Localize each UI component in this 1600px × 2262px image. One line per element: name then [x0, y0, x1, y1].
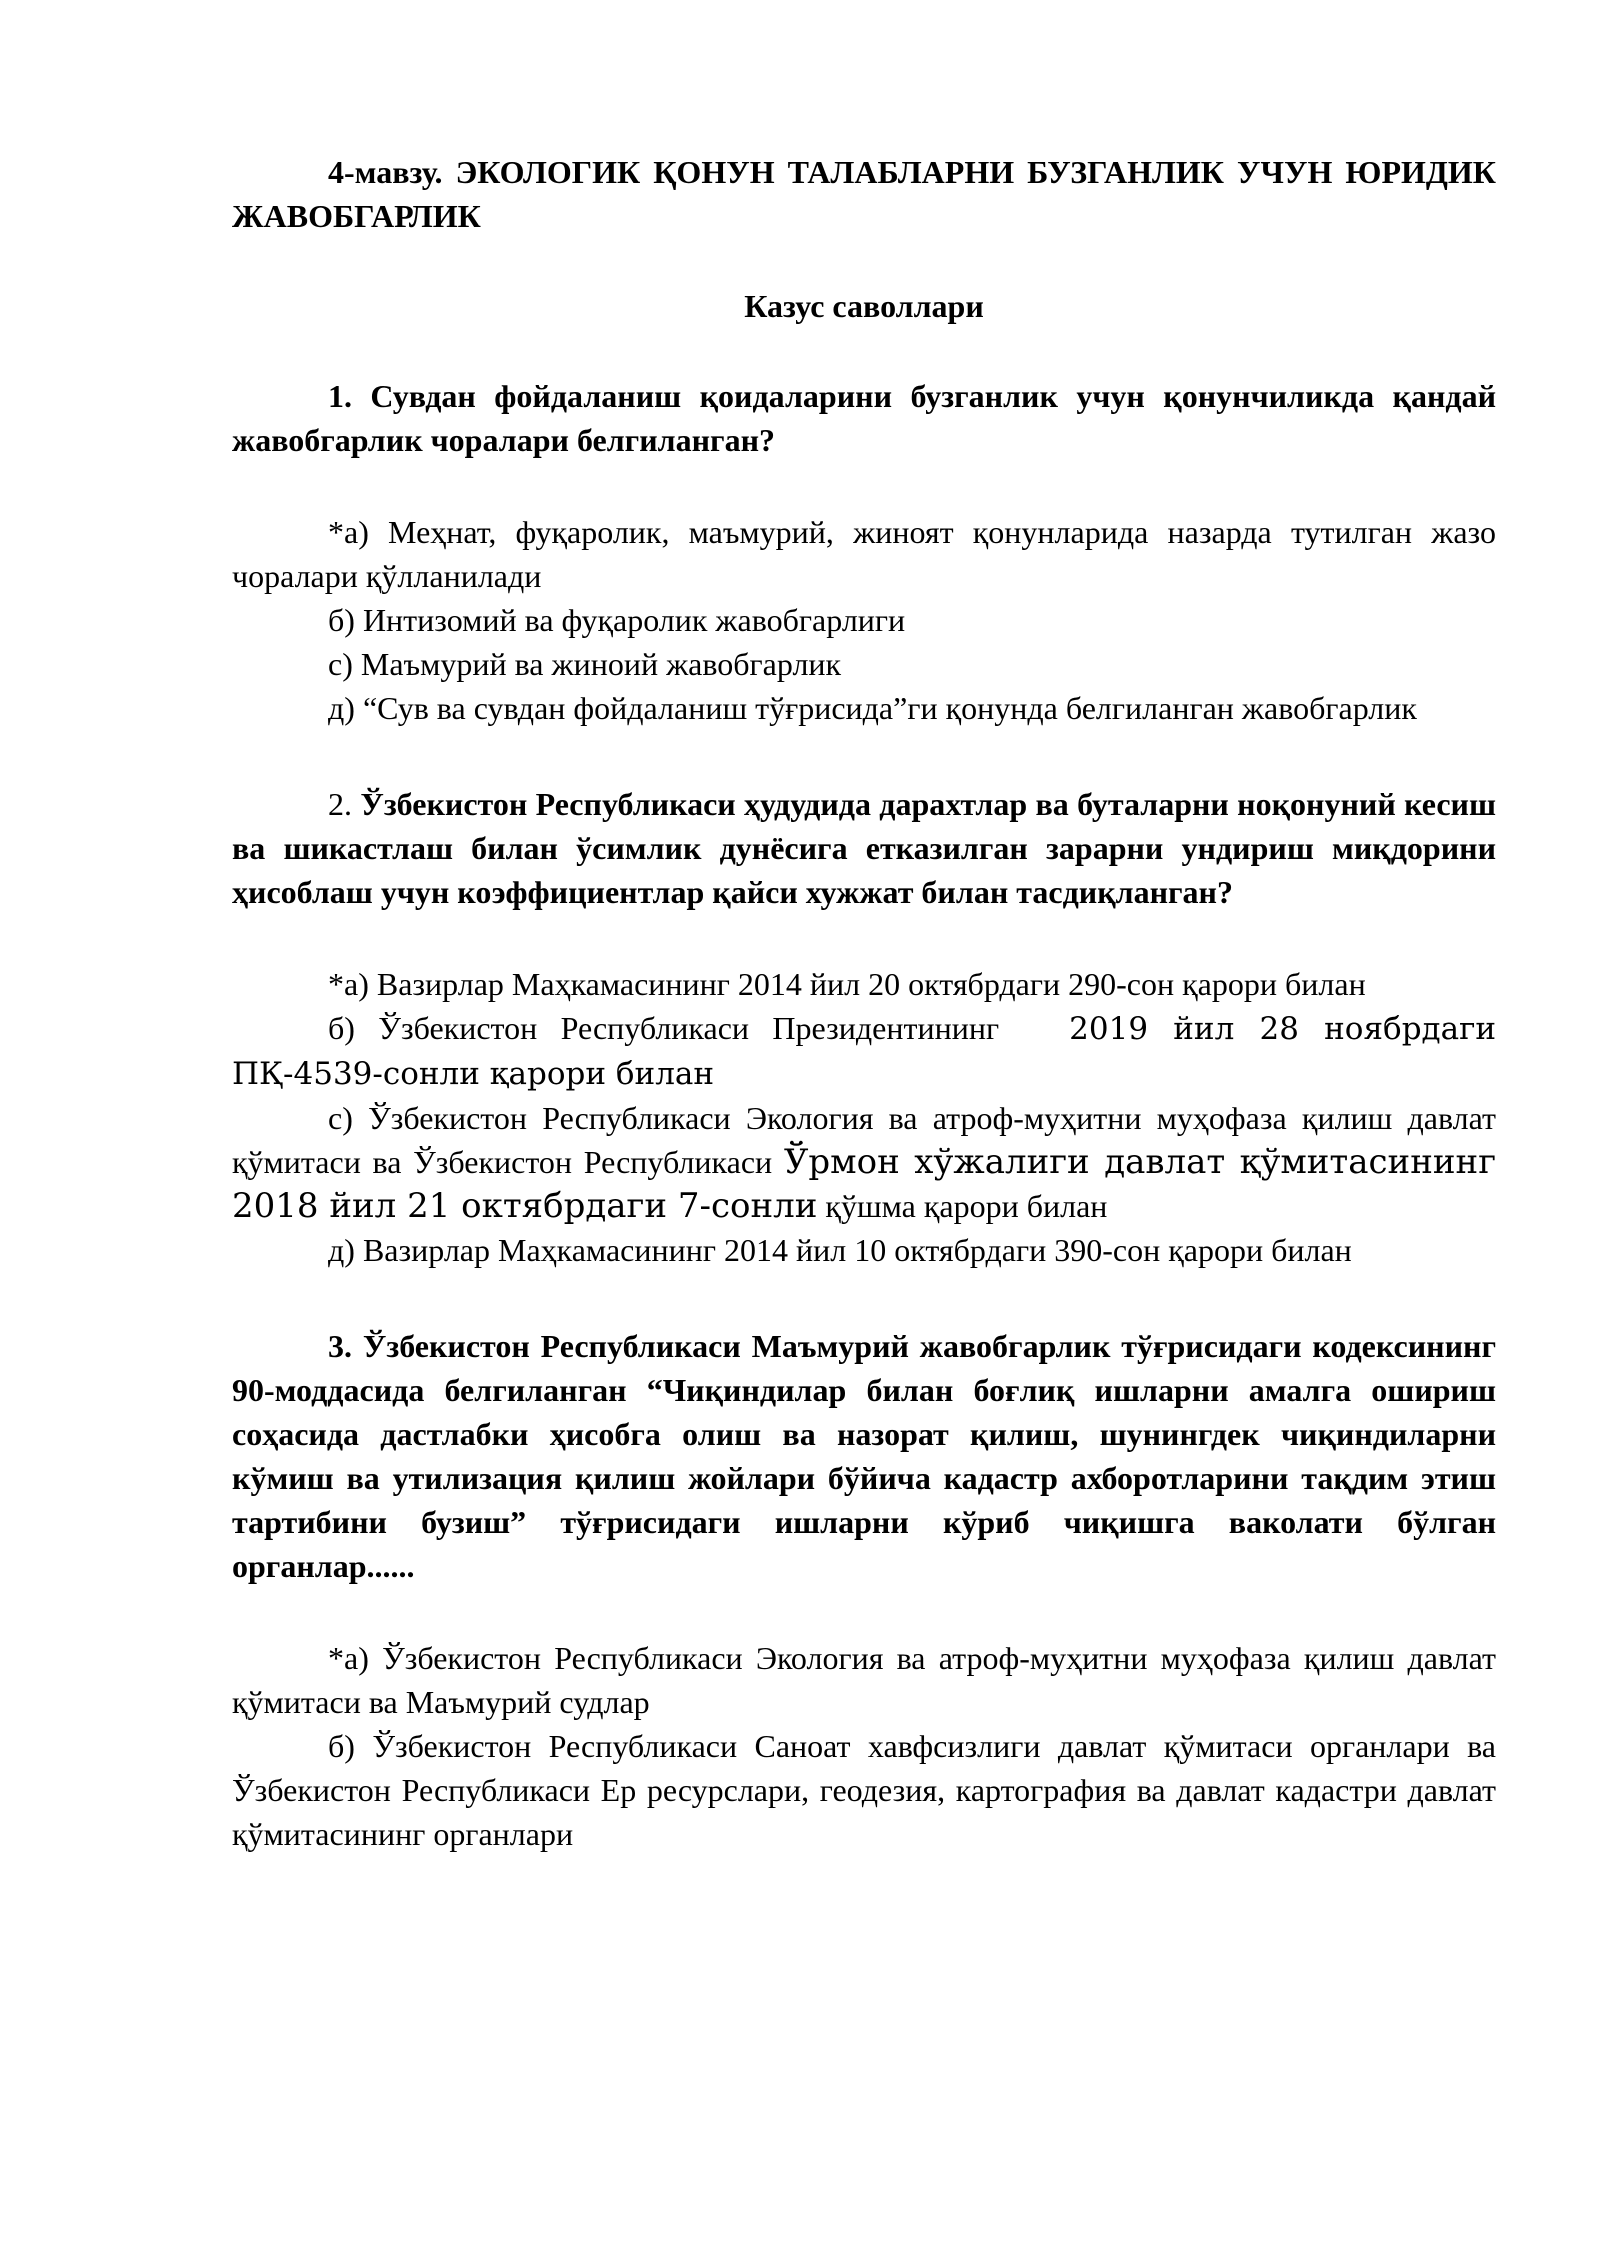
question-2 — [232, 782, 1496, 914]
q1-option-a: *а) Меҳнат, фуқаролик, маъмурий, жиноят қонунларида назарда тутилган жазо чоралари қўлланилади — [232, 514, 1496, 594]
q1-option-c: с) Маъмурий ва жиноий жавобгарлик — [328, 646, 842, 682]
q2-option-c — [232, 1096, 1496, 1228]
q2-option-c-part3: қўшма қарори билан — [825, 1188, 1108, 1224]
q2-option-b — [232, 1006, 1496, 1096]
q3-option-a: *а) Ўзбекистон Республикаси Экология ва атроф-муҳитни муҳофаза қилиш давлат қўмитаси ва Маъмурий судлар — [232, 1640, 1496, 1720]
question-3: 3. Ўзбекистон Республикаси Маъмурий жавобгарлик тўғрисидаги кодексининг 90-моддасида белгиланган “Чиқиндилар билан боғлиқ ишларни амалга ошириш соҳасида дастлабки ҳисобга олиш ва назорат қилиш, шунингдек чиқиндиларни кўмиш ва утилизация қилиш жойлари бўйича кадастр ахборотларини тақдим этиш тартибини бузиш” тўғрисидаги ишларни кўриб чиқишга ваколати бўлган органлар...... — [232, 1328, 1496, 1584]
document-page — [232, 150, 1496, 1856]
q2-option-c-part2: Ўрмон хўжалиги давлат қўмитасининг 2018 йил 21 октябрдаги 7-сонли — [232, 1142, 1497, 1226]
question-1: 1. Сувдан фойдаланиш қоидаларини бузганлик учун қонунчиликда қандай жавобгарлик чоралари белгиланган? — [232, 378, 1496, 458]
question-2-number: 2. — [328, 786, 352, 822]
q3-option-b: б) Ўзбекистон Республикаси Саноат хавфсизлиги давлат қўмитаси органлари ва Ўзбекистон Республикаси Ер ресурслари, геодезия, картография ва давлат кадастри давлат қўмитасининг органлари — [232, 1728, 1496, 1852]
q2-option-b-part1: б) Ўзбекистон Республикаси Президентининг — [328, 1010, 1000, 1046]
topic-title: 4-мавзу. ЭКОЛОГИК ҚОНУН ТАЛАБЛАРНИ БУЗГАНЛИК УЧУН ЮРИДИК ЖАВОБГАРЛИК — [232, 154, 1496, 234]
question-2-text: Ўзбекистон Республикаси ҳудудида дарахтлар ва буталарни ноқонуний кесиш ва шикастлаш билан ўсимлик дунёсига етказилган зарарни ундириш миқдорини ҳисоблаш учун коэффициентлар қайси хужжат билан тасдиқланган? — [232, 786, 1497, 910]
section-subtitle: Казус саволлари — [744, 288, 984, 324]
q2-option-c-part1: с) Ўзбекистон Республикаси Экология ва атроф-муҳитни муҳофаза қилиш давлат қўмитаси ва Ўзбекистон Республикаси — [232, 1100, 1496, 1180]
q1-option-b: б) Интизомий ва фуқаролик жавобгарлиги — [328, 602, 906, 638]
q2-option-a: *а) Вазирлар Маҳкамасининг 2014 йил 20 октябрдаги 290-сон қарори билан — [328, 966, 1366, 1002]
q2-option-d: д) Вазирлар Маҳкамасининг 2014 йил 10 октябрдаги 390-сон қарори билан — [328, 1232, 1352, 1268]
q2-option-b-part2: 2019 йил 28 ноябрдаги ПҚ-4539-сонли қарори билан — [232, 1011, 1497, 1092]
q1-option-d: д) “Сув ва сувдан фойдаланиш тўғрисида”ги қонунда белгиланган жавобгарлик — [328, 690, 1417, 726]
